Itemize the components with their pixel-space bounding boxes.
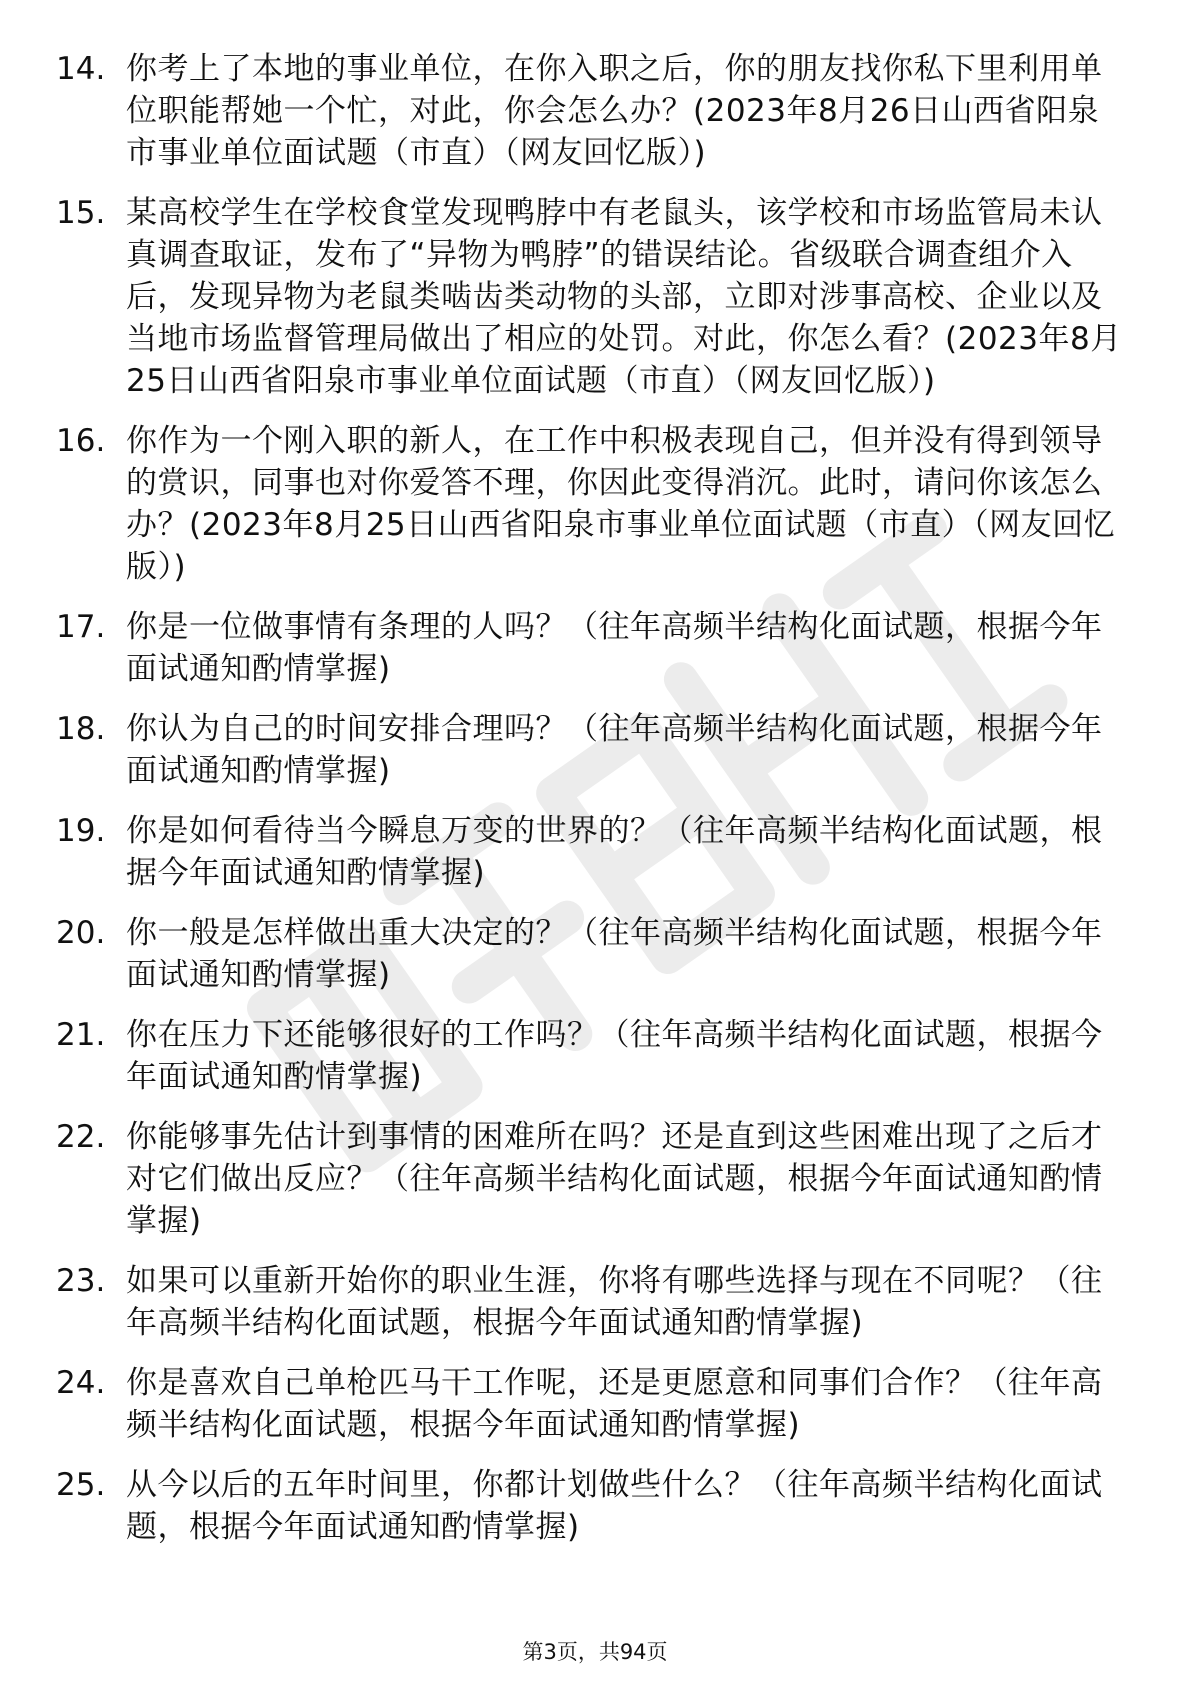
question-number: 15. — [56, 195, 106, 231]
question-number: 14. — [56, 51, 106, 87]
question-text: 你是如何看待当今瞬息万变的世界的？（往年高频半结构化面试题，根据今年面试通知酌情掌握) — [126, 813, 1103, 891]
list-item — [56, 810, 1126, 894]
list-item — [56, 1464, 1126, 1548]
page-footer: 第3页，共94页 — [522, 1640, 668, 1664]
question-text: 如果可以重新开始你的职业生涯，你将有哪些选择与现在不同呢？（往年高频半结构化面试题，根据今年面试通知酌情掌握) — [126, 1263, 1103, 1341]
list-item — [56, 1116, 1126, 1242]
question-number: 24. — [56, 1365, 106, 1401]
question-text: 你一般是怎样做出重大决定的？（往年高频半结构化面试题，根据今年面试通知酌情掌握) — [126, 915, 1103, 993]
list-item — [56, 1260, 1126, 1344]
question-number: 19. — [56, 813, 106, 849]
question-text: 你认为自己的时间安排合理吗？（往年高频半结构化面试题，根据今年面试通知酌情掌握) — [126, 711, 1103, 789]
question-number: 17. — [56, 609, 106, 645]
question-number: 16. — [56, 423, 106, 459]
list-item — [56, 1362, 1126, 1446]
list-item — [56, 192, 1126, 402]
list-item — [56, 708, 1126, 792]
question-list — [56, 48, 1126, 1566]
question-text: 你是喜欢自己单枪匹马干工作呢，还是更愿意和同事们合作？（往年高频半结构化面试题，根据今年面试通知酌情掌握) — [126, 1365, 1103, 1443]
question-number: 23. — [56, 1263, 106, 1299]
list-item — [56, 606, 1126, 690]
question-text: 你在压力下还能够很好的工作吗？（往年高频半结构化面试题，根据今年面试通知酌情掌握) — [126, 1017, 1103, 1095]
question-number: 18. — [56, 711, 106, 747]
question-number: 20. — [56, 915, 106, 951]
question-number: 21. — [56, 1017, 106, 1053]
question-text: 你作为一个刚入职的新人，在工作中积极表现自己，但并没有得到领导的赏识，同事也对你爱答不理，你因此变得消沉。此时，请问你该怎么办？(2023年8月25日山西省阳泉市事业单位面试题（市直）（网友回忆版）) — [126, 423, 1116, 585]
question-text: 某高校学生在学校食堂发现鸭脖中有老鼠头，该学校和市场监管局未认真调查取证，发布了“异物为鸭脖”的错误结论。省级联合调查组介入后，发现异物为老鼠类啮齿类动物的头部，立即对涉事高校、企业以及当地市场监督管理局做出了相应的处罚。对此，你怎么看？(2023年8月25日山西省阳泉市事业单位面试题（市直）（网友回忆版）) — [126, 195, 1122, 399]
question-number: 22. — [56, 1119, 106, 1155]
question-text: 你是一位做事情有条理的人吗？（往年高频半结构化面试题，根据今年面试通知酌情掌握) — [126, 609, 1103, 687]
list-item — [56, 1014, 1126, 1098]
question-text: 你能够事先估计到事情的困难所在吗？还是直到这些困难出现了之后才对它们做出反应？（往年高频半结构化面试题，根据今年面试通知酌情掌握) — [126, 1119, 1103, 1239]
list-item — [56, 420, 1126, 588]
question-text: 从今以后的五年时间里，你都计划做些什么？（往年高频半结构化面试题，根据今年面试通知酌情掌握) — [126, 1467, 1103, 1545]
list-item — [56, 48, 1126, 174]
question-number: 25. — [56, 1467, 106, 1503]
question-text: 你考上了本地的事业单位，在你入职之后，你的朋友找你私下里利用单位职能帮她一个忙，对此，你会怎么办？(2023年8月26日山西省阳泉市事业单位面试题（市直）（网友回忆版）) — [126, 51, 1103, 171]
list-item — [56, 912, 1126, 996]
